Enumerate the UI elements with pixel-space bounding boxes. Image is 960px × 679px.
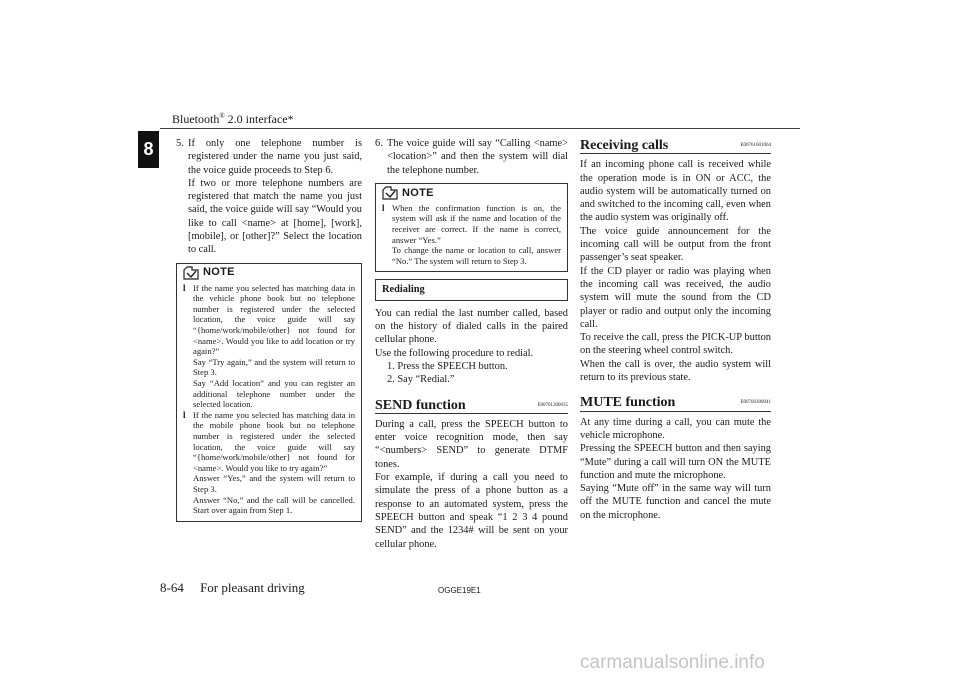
send-function-heading: SEND function E00761300035: [375, 397, 568, 413]
note-box: [375, 183, 568, 273]
note-label: NOTE: [402, 186, 434, 199]
redial-step-1: 1. Press the SPEECH button.: [387, 360, 508, 372]
redialing-heading: Redialing: [375, 279, 568, 300]
note-icon: [183, 266, 199, 280]
column-2: 6. The voice guide will say “Calling <name> <location>” and then the system will dial the telephone number. NOTE l When the confirmation function is on, the system will ask if the name and location of the receiver are correct. If the name is correct, answer “Yes.” To change the name or location to call, answer “No.” The system will return to Step 3. Redialing You can redial the last number called, based on the history of dialed calls in the paired cellular phone. Use the following procedure to redial. 1. Press the SPEECH button. 2. Say “Redial.” SEND function E00761300035 During a call, press the SPEECH button to enter voice recognition mode, then say “<numbers> SEND” to generate DTMF tones. For example, if during a call you need to simulate the press of a phone button as a response to an automated system, press the SPEECH button and speak “1 2 3 4 pound SEND” and the 1234# will be sent on your cellular phone.: [375, 138, 568, 550]
note-label: NOTE: [203, 266, 235, 279]
step-6: 6. The voice guide will say “Calling <name> <location>” and then the system will dial the telephone number.: [375, 138, 568, 176]
document-code: OGGE19E1: [438, 586, 481, 595]
receiving-calls-heading: Receiving calls E00761601064: [580, 138, 771, 153]
note-item: l If the name you selected has matching data in the vehicle phone book but no telephone number is registered under the selected location, the voice guide will say “{home/work/mobile/other} not found for <name>. Would you like to add location or try again?” Say “Try again,” and the system will return to Step 3. Say “Add location” and you can register an additional telephone number under the selected location.: [183, 282, 355, 410]
note-item: l When the confirmation function is on, the system will ask if the name and location of the receiver are correct. If the name is correct, answer “Yes.” To change the name or location to call, answer “No.” The system will return to Step 3.: [382, 202, 561, 266]
header-rule: [160, 128, 800, 129]
note-box: [176, 263, 362, 522]
watermark: carmanualsonline.info: [580, 652, 765, 673]
step-5: 5. If only one telephone number is registered under the name you just said, the voice guide proceeds to Step 6. If two or more telephone numbers are registered that match the name you just said, the voice guide will say “Would you like to call <name> at [home], [work], [mobile], or [other]?” Select the location to call.: [176, 138, 362, 256]
running-header: Bluetooth® 2.0 interface*: [172, 112, 294, 126]
redial-step-2: 2. Say “Redial.”: [387, 374, 455, 386]
bullet-icon: l: [183, 409, 186, 420]
note-icon: [382, 186, 398, 200]
bullet-icon: l: [382, 202, 385, 213]
page-number: 8-64 For pleasant driving: [160, 580, 305, 595]
column-3: Receiving calls E00761601064 If an incoming phone call is received while the operation mode is in ON or ACC, the audio system will be automatically turned on and switched to the incoming call, even when the audio system was originally off. The voice guide announcement for the incoming call will be output from the front passenger’s seat speaker. If the CD player or radio was playing when the incoming call was received, the audio system will mute the sound from the CD player or radio and output only the incoming call. To receive the call, press the PICK-UP button on the steering wheel control switch. When the call is over, the audio system will return to its previous state. MUTE function E00760300041 At any time during a call, you can mute the vehicle microphone. Pressing the SPEECH button and then saying “Mute” during a call will turn ON the MUTE function and mute the microphone. Saying “Mute off” in the same way will turn off the MUTE function and cancel the mute on the microphone.: [580, 138, 771, 521]
chapter-tab: 8: [138, 131, 159, 168]
note-item: l If the name you selected has matching data in the mobile phone book but no telephone number is registered under the selected location, the voice guide will say “{home/work/mobile/other} not found for <name>. Would you like to try again?” Answer “Yes,” and the system will return to Step 3. Answer “No,” and the call will be cancelled. Start over again from Step 1.: [183, 409, 355, 516]
mute-function-heading: MUTE function E00760300041: [580, 395, 771, 411]
bullet-icon: l: [183, 282, 186, 293]
column-1: [176, 137, 362, 522]
